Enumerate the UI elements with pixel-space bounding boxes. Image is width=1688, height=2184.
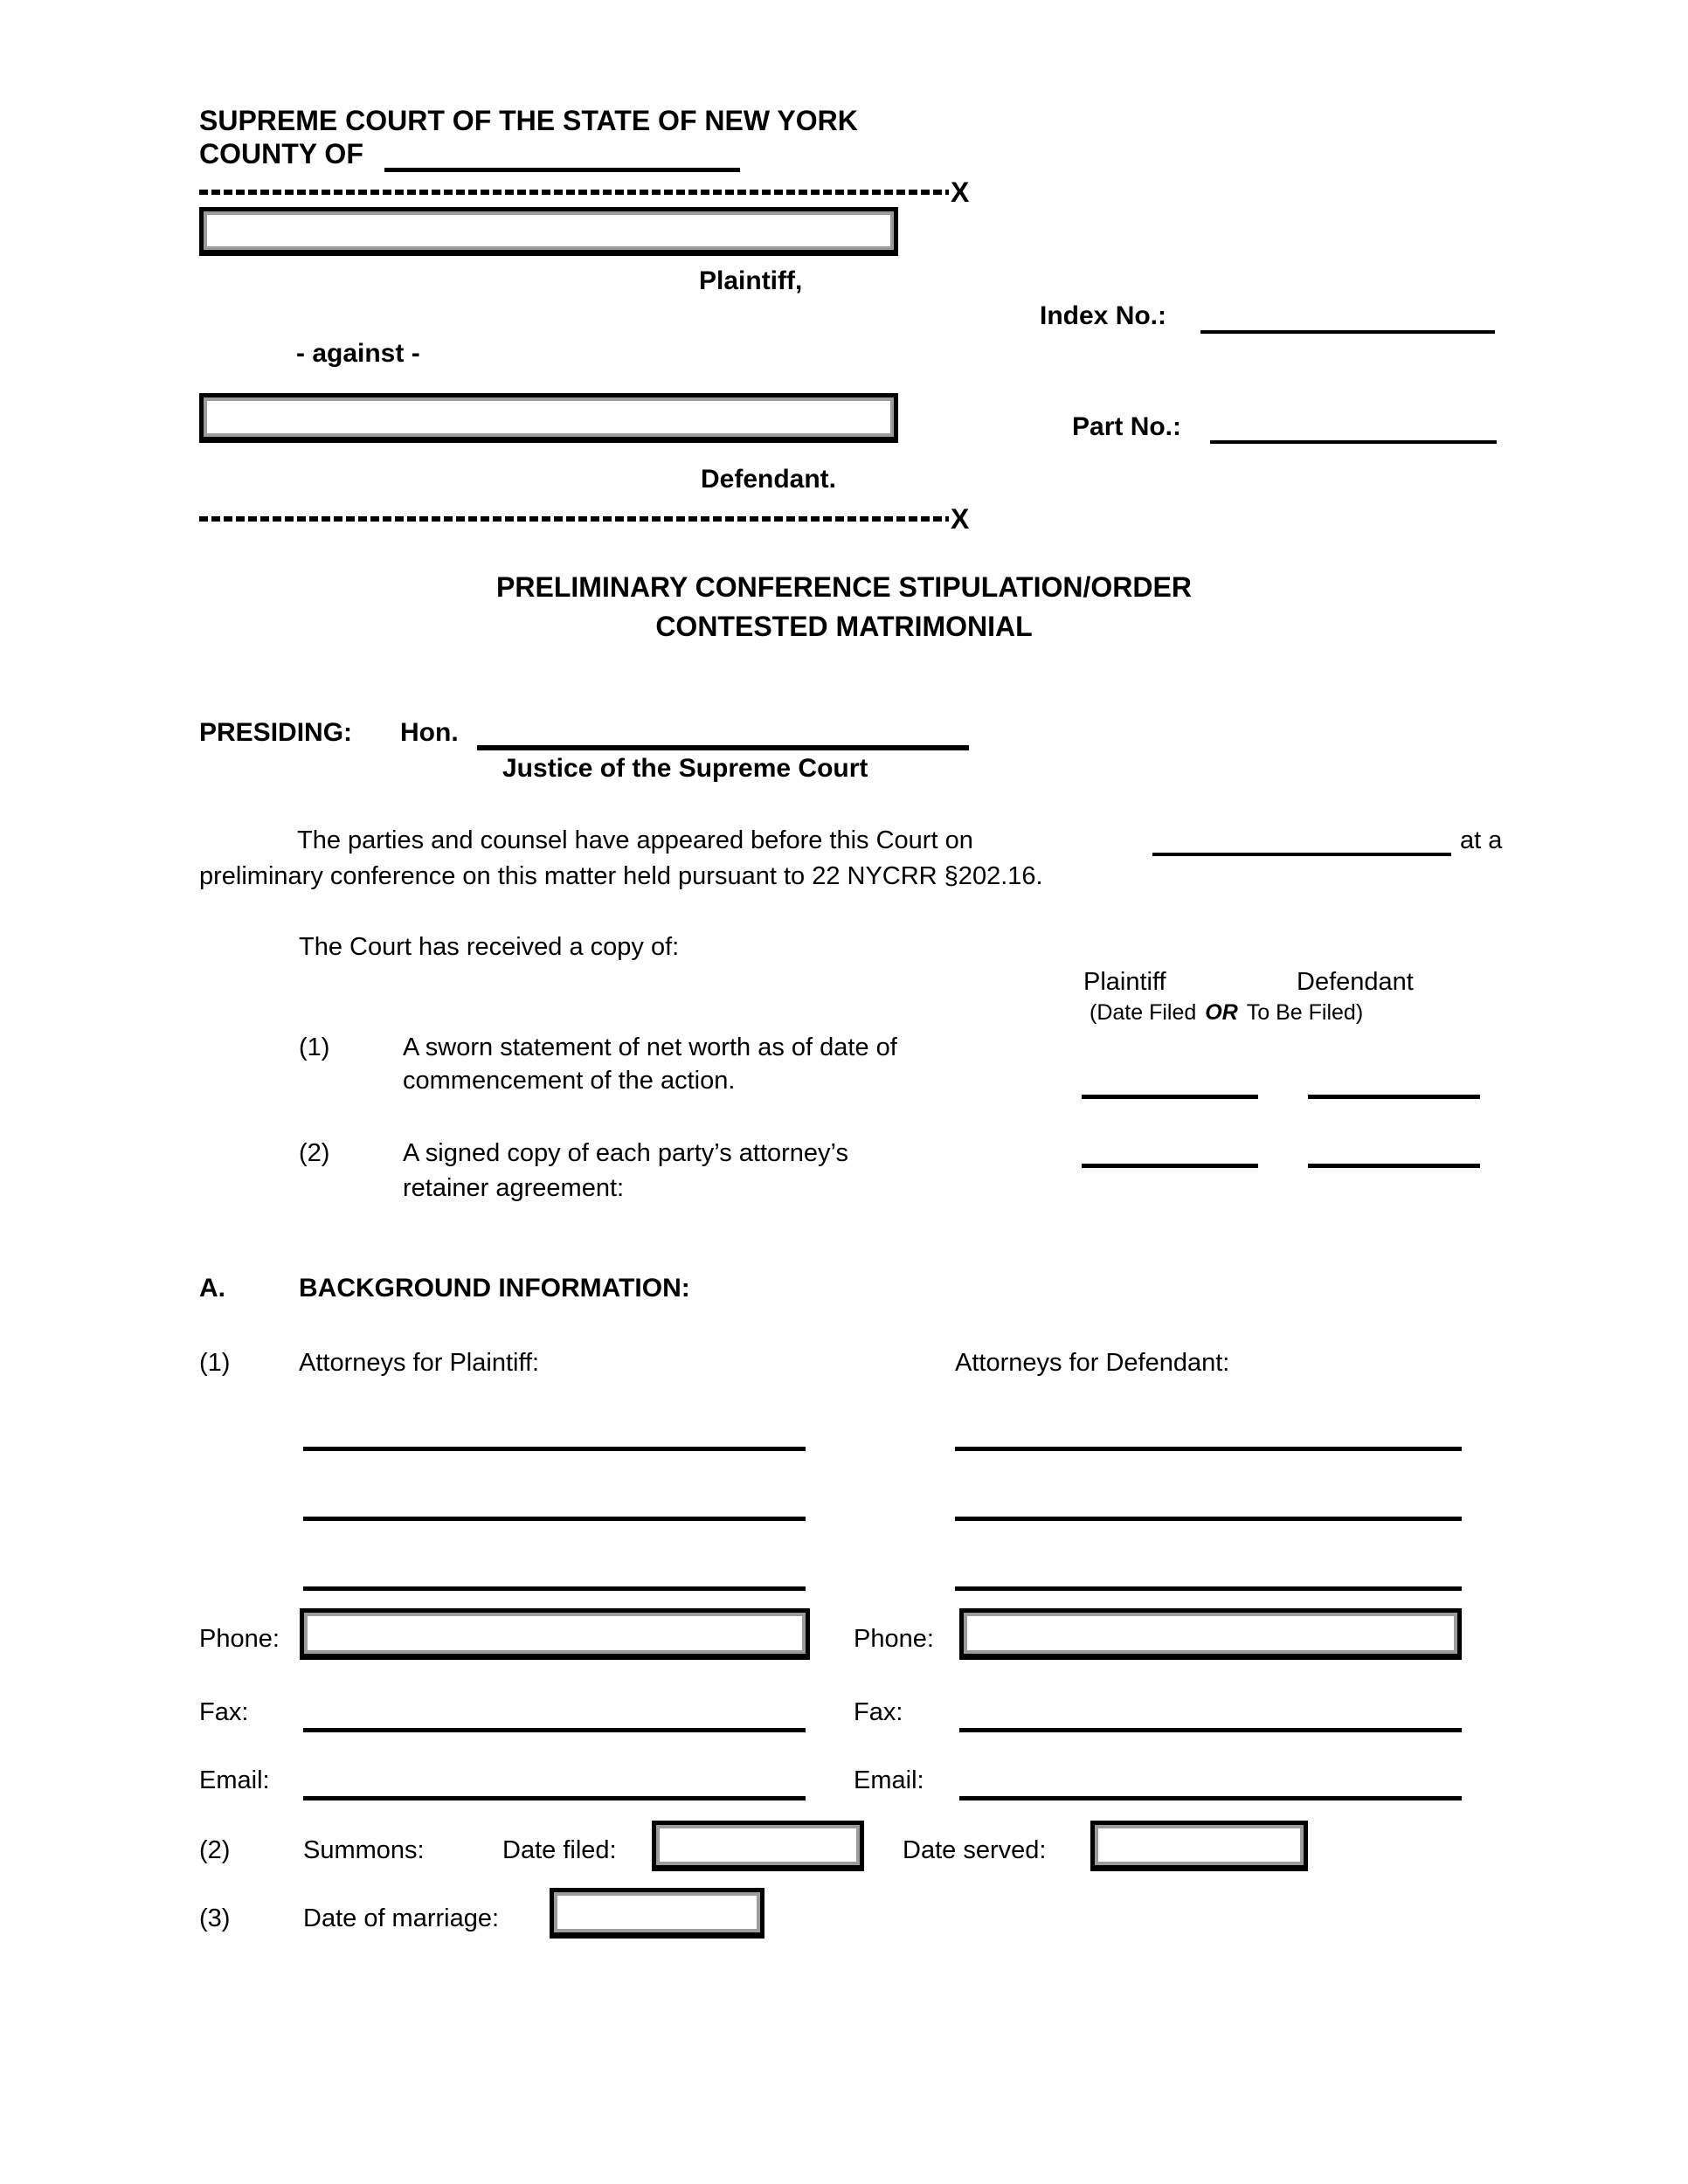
court-name: SUPREME COURT OF THE STATE OF NEW YORK — [199, 105, 858, 136]
hon-label: Hon. — [400, 718, 459, 747]
received-item2-number: (2) — [299, 1139, 330, 1167]
received-item2-line2: retainer agreement: — [403, 1174, 625, 1202]
item2-plaintiff-blank-line — [1082, 1164, 1258, 1168]
part-no-blank-line — [1210, 440, 1497, 444]
index-no-label: Index No.: — [1040, 301, 1167, 330]
part-no-label: Part No.: — [1072, 412, 1182, 441]
bg-item2-number: (2) — [199, 1836, 231, 1864]
received-item1-line1: A sworn statement of net worth as of date of — [403, 1033, 897, 1061]
attorneys-defendant-label: Attorneys for Defendant: — [955, 1349, 1230, 1377]
received-item2-line1: A signed copy of each party’s attorney’s — [403, 1139, 848, 1167]
document-title-line1: PRELIMINARY CONFERENCE STIPULATION/ORDER — [496, 571, 1192, 603]
summons-date-served-field[interactable] — [1090, 1821, 1308, 1871]
phone-defendant-field[interactable] — [959, 1608, 1462, 1660]
presiding-label: PRESIDING: — [199, 718, 353, 747]
presiding-blank-line — [477, 745, 969, 750]
phone-label-defendant: Phone: — [854, 1625, 934, 1653]
attorney-defendant-line-2 — [955, 1517, 1462, 1521]
date-of-marriage-field[interactable] — [550, 1888, 764, 1939]
attorney-plaintiff-line-3 — [303, 1586, 806, 1591]
attorneys-plaintiff-label: Attorneys for Plaintiff: — [299, 1349, 540, 1377]
subnote-post: To Be Filed) — [1246, 1000, 1364, 1025]
section-a-heading: BACKGROUND INFORMATION: — [299, 1274, 690, 1303]
plaintiff-label: Plaintiff, — [699, 266, 803, 295]
item1-plaintiff-blank-line — [1082, 1095, 1258, 1099]
bg-item1-number: (1) — [199, 1349, 231, 1377]
column-subnote — [1090, 1001, 1363, 1026]
received-item1-number: (1) — [299, 1033, 330, 1061]
email-defendant-blank-line — [959, 1796, 1462, 1800]
section-a-number: A. — [199, 1274, 225, 1303]
attorney-defendant-line-1 — [955, 1447, 1462, 1451]
item2-defendant-blank-line — [1308, 1164, 1480, 1168]
subnote-or: OR — [1205, 1000, 1238, 1025]
plaintiff-name-field[interactable] — [199, 207, 898, 256]
dashed-line — [199, 190, 949, 195]
email-label-defendant: Email: — [854, 1766, 924, 1794]
dashed-line — [199, 516, 949, 522]
document-title-line2: CONTESTED MATRIMONIAL — [655, 611, 1033, 642]
email-label-plaintiff: Email: — [199, 1766, 270, 1794]
phone-label-plaintiff: Phone: — [199, 1625, 280, 1653]
item1-defendant-blank-line — [1308, 1095, 1480, 1099]
summons-label: Summons: — [303, 1836, 425, 1864]
caption-divider-bottom — [199, 505, 969, 533]
received-intro: The Court has received a copy of: — [299, 933, 680, 961]
received-item1-line2: commencement of the action. — [403, 1067, 736, 1095]
date-of-marriage-label: Date of marriage: — [303, 1904, 500, 1932]
column-header-plaintiff: Plaintiff — [1083, 968, 1166, 996]
defendant-name-field[interactable] — [199, 393, 898, 443]
county-blank-line — [384, 168, 740, 172]
justice-caption: Justice of the Supreme Court — [502, 754, 868, 783]
x-terminator: X — [951, 503, 970, 535]
fax-plaintiff-blank-line — [303, 1728, 806, 1732]
attorney-plaintiff-line-2 — [303, 1517, 806, 1521]
attorney-defendant-line-3 — [955, 1586, 1462, 1591]
caption-divider-top — [199, 178, 969, 206]
against-label: - against - — [296, 339, 420, 368]
email-plaintiff-blank-line — [303, 1796, 806, 1800]
subnote-pre: (Date Filed — [1090, 1000, 1197, 1025]
fax-defendant-blank-line — [959, 1728, 1462, 1732]
index-no-blank-line — [1200, 330, 1495, 334]
attorney-plaintiff-line-1 — [303, 1447, 806, 1451]
date-filed-label: Date filed: — [502, 1836, 617, 1864]
fax-label-defendant: Fax: — [854, 1698, 903, 1726]
fax-label-plaintiff: Fax: — [199, 1698, 249, 1726]
county-label: COUNTY OF — [199, 138, 363, 169]
column-header-defendant: Defendant — [1297, 968, 1414, 996]
x-terminator: X — [951, 176, 970, 208]
appearance-paragraph-line1-end: at a — [1460, 826, 1503, 854]
phone-plaintiff-field[interactable] — [300, 1608, 810, 1660]
defendant-label: Defendant. — [701, 465, 837, 494]
date-served-label: Date served: — [903, 1836, 1047, 1864]
summons-date-filed-field[interactable] — [652, 1821, 864, 1871]
appearance-paragraph-line1: The parties and counsel have appeared before this Court on — [297, 826, 973, 854]
bg-item3-number: (3) — [199, 1904, 231, 1932]
appearance-date-blank-line — [1152, 853, 1451, 856]
appearance-paragraph-line2: preliminary conference on this matter held pursuant to 22 NYCRR §202.16. — [199, 862, 1043, 890]
